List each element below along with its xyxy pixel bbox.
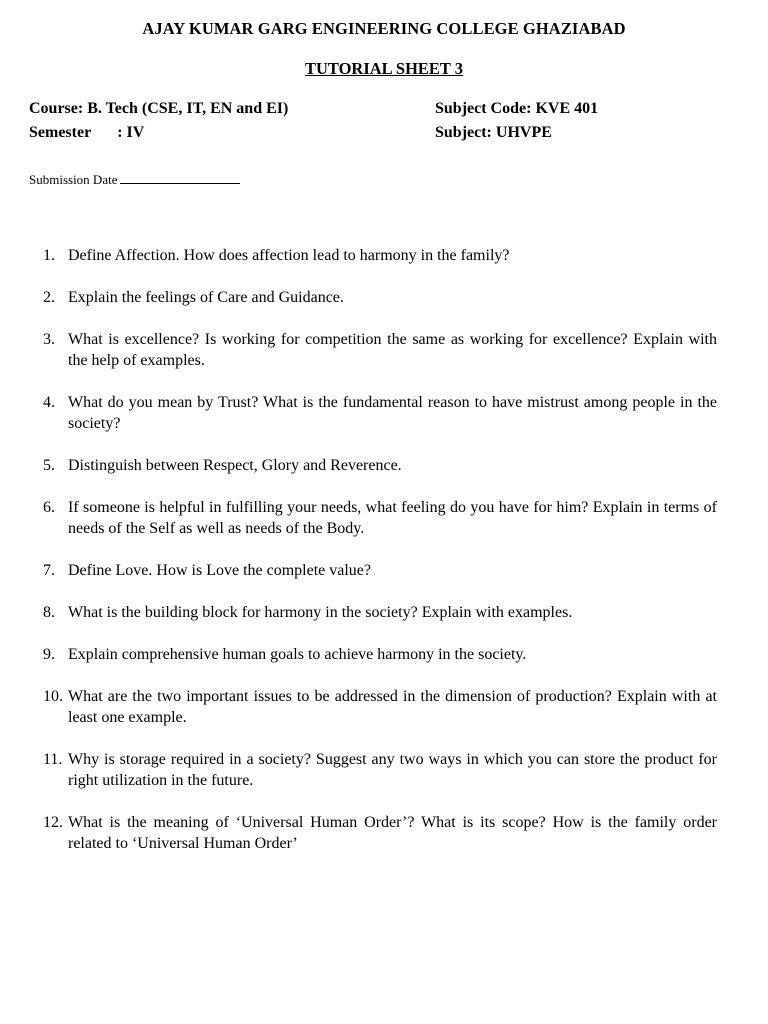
question-text: What is the building block for harmony in the society? Explain with examples. bbox=[68, 604, 573, 621]
question-text: Define Affection. How does affection lead to harmony in the family? bbox=[68, 247, 510, 264]
question-text: What is excellence? Is working for competition the same as working for excellence? Explain with the help of examples. bbox=[68, 331, 717, 369]
question-item bbox=[29, 602, 717, 623]
question-number: 6. bbox=[43, 499, 55, 516]
question-item bbox=[29, 749, 717, 791]
question-number: 3. bbox=[43, 331, 55, 348]
question-item bbox=[29, 329, 717, 371]
question-number: 10. bbox=[43, 688, 63, 705]
course-info: Course: B. Tech (CSE, IT, EN and EI) bbox=[29, 100, 289, 117]
question-item bbox=[29, 497, 717, 539]
question-text: What is the meaning of ‘Universal Human Order’? What is its scope? How is the family order related to ‘Universal Human Order’ bbox=[68, 814, 717, 852]
question-text: Distinguish between Respect, Glory and Reverence. bbox=[68, 457, 402, 474]
question-number: 5. bbox=[43, 457, 55, 474]
question-text: Explain comprehensive human goals to achieve harmony in the society. bbox=[68, 646, 527, 663]
question-item bbox=[29, 686, 717, 728]
question-text: What do you mean by Trust? What is the fundamental reason to have mistrust among people in the society? bbox=[68, 394, 717, 432]
question-item bbox=[29, 560, 717, 581]
question-item bbox=[29, 287, 717, 308]
question-number: 11. bbox=[43, 751, 63, 768]
subject-name: Subject: UHVPE bbox=[435, 124, 552, 141]
question-number: 4. bbox=[43, 394, 55, 411]
semester-label: Semester bbox=[29, 124, 92, 141]
question-item bbox=[29, 455, 717, 476]
question-item bbox=[29, 812, 717, 854]
question-number: 1. bbox=[43, 247, 55, 264]
sheet-title: TUTORIAL SHEET 3 bbox=[304, 59, 464, 78]
question-list bbox=[29, 245, 717, 875]
question-number: 7. bbox=[43, 562, 55, 579]
submission-date-blank bbox=[120, 172, 240, 184]
submission-date-label: Submission Date bbox=[29, 172, 118, 187]
question-text: Define Love. How is Love the complete value? bbox=[68, 562, 371, 579]
question-item bbox=[29, 245, 717, 266]
subject-code: Subject Code: KVE 401 bbox=[435, 100, 599, 117]
college-title: AJAY KUMAR GARG ENGINEERING COLLEGE GHAZIABAD bbox=[142, 19, 626, 38]
question-text: What are the two important issues to be addressed in the dimension of production? Explain with at least one example. bbox=[68, 688, 717, 726]
question-number: 8. bbox=[43, 604, 55, 621]
question-number: 12. bbox=[43, 814, 63, 831]
semester-info bbox=[29, 124, 144, 142]
question-number: 9. bbox=[43, 646, 55, 663]
question-text: Explain the feelings of Care and Guidance. bbox=[68, 289, 344, 306]
question-item bbox=[29, 392, 717, 434]
question-text: Why is storage required in a society? Suggest any two ways in which you can store the product for right utilization in the future. bbox=[68, 751, 717, 789]
question-text: If someone is helpful in fulfilling your needs, what feeling do you have for him? Explain in terms of needs of the Self as well as needs of the Body. bbox=[68, 499, 717, 537]
question-item bbox=[29, 644, 717, 665]
submission-date-field bbox=[29, 172, 240, 188]
question-number: 2. bbox=[43, 289, 55, 306]
semester-value: : IV bbox=[117, 124, 145, 141]
